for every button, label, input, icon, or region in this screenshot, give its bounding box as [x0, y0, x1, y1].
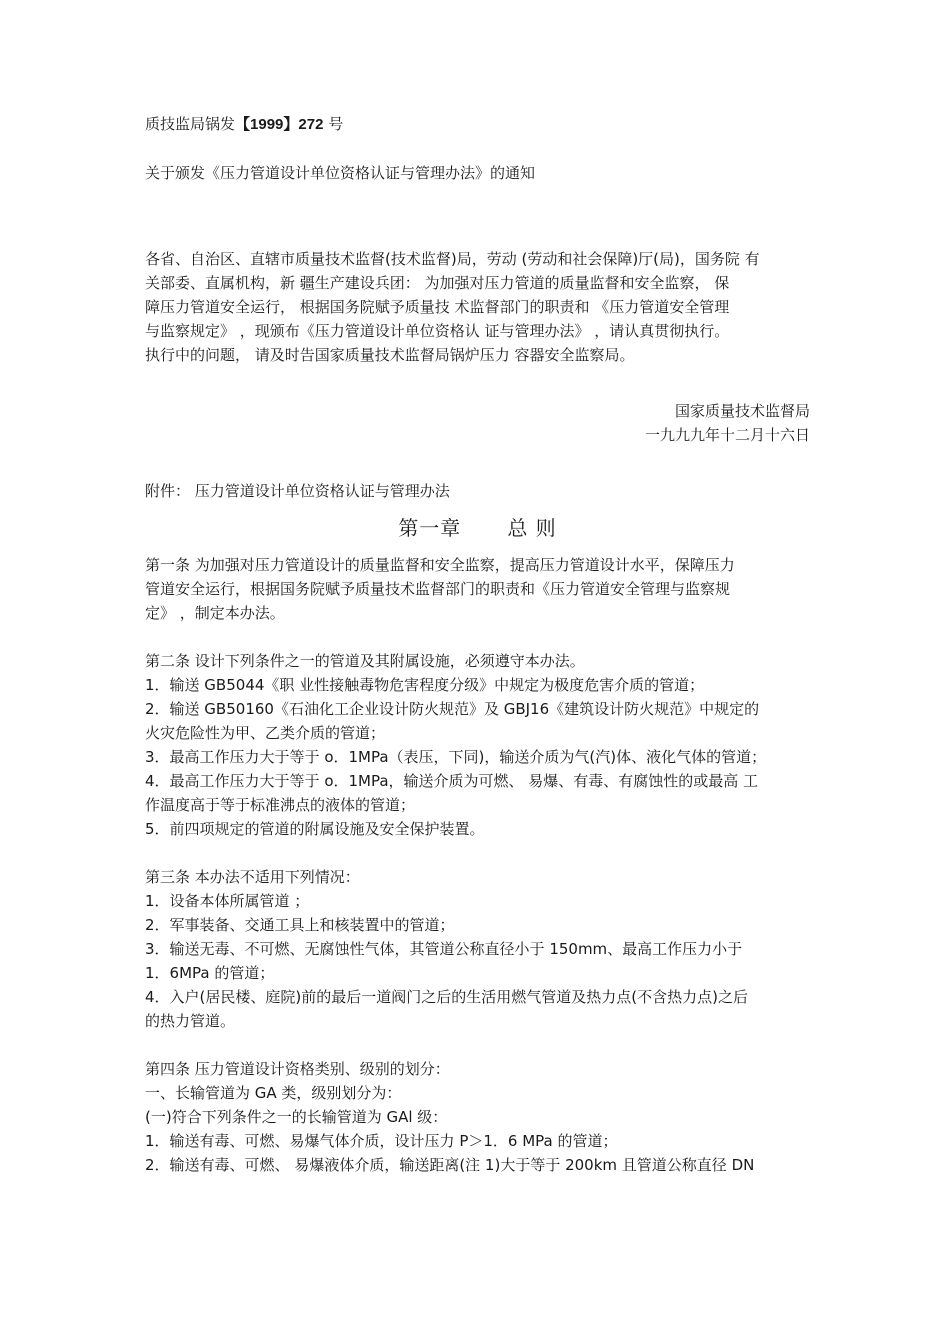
notice-body-line: 各省、自治区、直辖市质量技术监督(技术监督)局，劳动 (劳动和社会保障)厅(局)，国务院 有 — [145, 250, 760, 268]
article-line: 第三条 本办法不适用下列情况： — [145, 868, 360, 886]
article-line: 第二条 设计下列条件之一的管道及其附属设施，必须遵守本办法。 — [145, 652, 585, 670]
chapter-title: 总 则 — [507, 516, 557, 540]
signature-organization: 国家质量技术监督局 — [674, 402, 810, 420]
article-line: (一)符合下列条件之一的长输管道为 GAl 级： — [145, 1108, 448, 1126]
article-line: 4．入户(居民楼、庭院)前的最后一道阀门之后的生活用燃气管道及热力点(不含热力点)之后 — [145, 988, 748, 1006]
article-line: 4．最高工作压力大于等于 o．1MPa，输送介质为可燃、 易爆、有毒、有腐蚀性的或最高 工 — [145, 772, 759, 790]
article-2 — [145, 649, 810, 841]
article-line: 3．输送无毒、不可燃、无腐蚀性气体，其管道公称直径小于 150mm、最高工作压力小于 — [145, 940, 743, 958]
document-content — [145, 112, 810, 1177]
article-3 — [145, 865, 810, 1033]
article-line: 第一条 为加强对压力管道设计的质量监督和安全监察，提高压力管道设计水平，保障压力 — [145, 556, 735, 574]
signature-date: 一九九九年十二月十六日 — [644, 426, 810, 444]
notice-body-line: 与监察规定》 ，现颁布《压力管道设计单位资格认 证与管理办法》 ，请认真贯彻执行。 — [145, 322, 730, 340]
article-line: 1．输送 GB5044《职 业性接触毒物危害程度分级》中规定为极度危害介质的管道； — [145, 676, 705, 694]
article-line: 第四条 压力管道设计资格类别、级别的划分： — [145, 1060, 450, 1078]
article-line: 1．输送有毒、可燃、易爆气体介质，设计压力 P＞1．6 MPa 的管道； — [145, 1132, 618, 1150]
chapter-heading — [145, 513, 810, 543]
article-line: 的热力管道。 — [145, 1012, 236, 1030]
article-line: 1．6MPa 的管道； — [145, 964, 275, 982]
article-1 — [145, 553, 810, 625]
article-line: 定》 ，制定本办法。 — [145, 604, 285, 622]
chapter-number: 第一章 — [398, 516, 462, 540]
article-line: 2．输送 GB50160《石油化工企业设计防火规范》及 GBJ16《建筑设计防火规范》中规定的 — [145, 700, 760, 718]
article-line: 3．最高工作压力大于等于 o．1MPa（表压，下同)，输送介质为气(汽)体、液化气体的管道； — [145, 748, 767, 766]
article-4 — [145, 1057, 810, 1177]
document-number — [145, 112, 810, 137]
notice-body-line: 执行中的问题， 请及时告国家质量技术监督局锅炉压力 容器安全监察局。 — [145, 346, 635, 364]
notice-body-line: 障压力管道安全运行， 根据国务院赋予质量技 术监督部门的职责和 《压力管道安全管理 — [145, 298, 730, 316]
article-line: 2．输送有毒、可燃、 易爆液体介质，输送距离(注 1)大于等于 200km 且管道公称直径 DN — [145, 1156, 755, 1174]
article-line: 作温度高于等于标准沸点的液体的管道； — [145, 796, 416, 814]
notice-body — [145, 247, 810, 367]
document-number-suffix: 号 — [323, 115, 344, 133]
article-line: 1．设备本体所属管道 ； — [145, 892, 310, 910]
article-line: 2．军事装备、交通工具上和核装置中的管道； — [145, 916, 455, 934]
notice-body-line: 关部委、直属机构，新 疆生产建设兵团： 为加强对压力管道的质量监督和安全监察， 保 — [145, 274, 730, 292]
attachment-line: 附件： 压力管道设计单位资格认证与管理办法 — [145, 482, 450, 500]
notice-title: 关于颁发《压力管道设计单位资格认证与管理办法》的通知 — [145, 164, 536, 182]
document-number-prefix: 质技监局锅发 — [145, 115, 236, 133]
document-number-bold: 【1999】272 — [235, 116, 324, 133]
article-line: 一、长输管道为 GA 类，级别划分为： — [145, 1084, 402, 1102]
article-line: 火灾危险性为甲、乙类介质的管道； — [145, 724, 386, 742]
article-line: 5．前四项规定的管道的附属设施及安全保护装置。 — [145, 820, 485, 838]
article-line: 管道安全运行，根据国务院赋予质量技术监督部门的职责和《压力管道安全管理与监察规 — [145, 580, 731, 598]
